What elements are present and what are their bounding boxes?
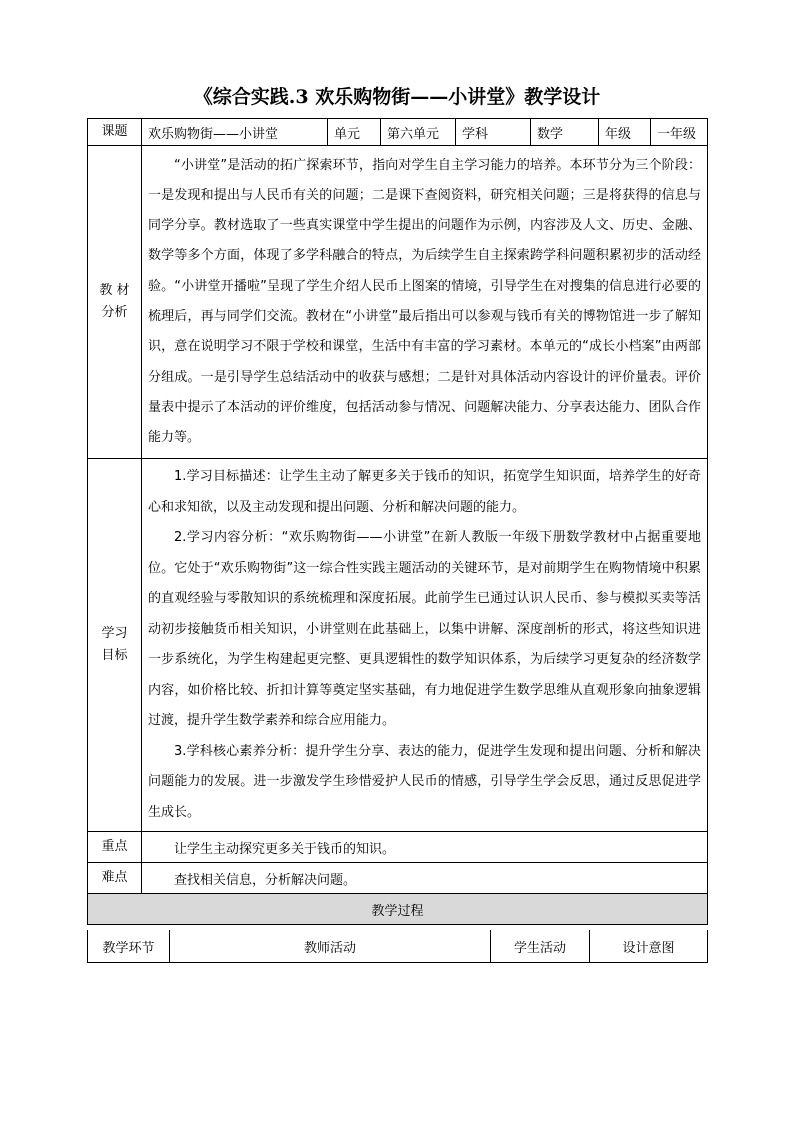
document-title: 《综合实践.3 欢乐购物街——小讲堂》教学设计 (193, 86, 601, 108)
difficulty-text: 查找相关信息，分析解决问题。 (142, 863, 708, 894)
process-col-teacher: 教师活动 (170, 930, 491, 963)
key-point-row (88, 832, 708, 863)
topic-value: 欢乐购物街——小讲堂 (142, 119, 328, 146)
material-analysis-row (88, 146, 708, 459)
header-row (88, 119, 708, 146)
topic-label: 课题 (88, 119, 142, 146)
lesson-plan-table (87, 118, 708, 925)
material-analysis-label-line1: 教 材 (99, 283, 130, 298)
material-analysis-cell (142, 146, 708, 459)
learning-goals-label-line2: 目标 (101, 648, 128, 663)
material-analysis-label-line2: 分析 (101, 305, 128, 320)
material-analysis-label (88, 146, 142, 459)
process-columns-table (87, 930, 708, 963)
material-analysis-text: “小讲堂”是活动的拓广探索环节，指向对学生自主学习能力的培养。本环节分为三个阶段：一是发现和提出与人民币有关的问题；二是课下查阅资料，研究相关问题；三是将获得的信息与同学分享。教材选取了一些真实课堂中学生提出的问题作为示例，内容涉及人文、历史、金融、数学等多个方面，体现了多学科融合的特点，为后续学生自主探索跨学科问题积累初步的活动经验。“小讲堂开播啦”呈现了学生介绍人民币上图案的情境，引导学生在对搜集的信息进行必要的梳理后，再与同学们交流。教材在“小讲堂”最后指出可以参观与钱币有关的博物馆进一步了解知识，意在说明学习不限于学校和课堂，生活中有丰富的学习素材。本单元的“成长小档案”由两部分组成。一是引导学生总结活动中的收获与感想；二是针对具体活动内容设计的评价量表。评价量表中提示了本活动的评价维度，包括活动参与情况、问题解决能力、分享表达能力、团队合作能力等。 (148, 157, 701, 446)
learning-goals-row (88, 459, 708, 832)
difficulty-label: 难点 (88, 863, 142, 894)
subject-value: 数学 (531, 119, 599, 146)
unit-label: 单元 (328, 119, 381, 146)
learning-goals-p3: 3.学科核心素养分析：提升学生分享、表达的能力，促进学生发现和提出问题、分析和解决问题能力的发展。进一步激发学生珍惜爱护人民币的情感，引导学生学会反思，通过反思促进学生成长。 (148, 743, 701, 820)
unit-value: 第六单元 (381, 119, 456, 146)
learning-goals-label (88, 459, 142, 832)
difficulty-row (88, 863, 708, 894)
learning-goals-cell (142, 459, 708, 832)
process-header-row (88, 930, 708, 963)
grade-label: 年级 (599, 119, 651, 146)
key-point-label: 重点 (88, 832, 142, 863)
process-title: 教学过程 (88, 894, 708, 925)
process-title-row (88, 894, 708, 925)
learning-goals-p1: 1.学习目标描述：让学生主动了解更多关于钱币的知识，拓宽学生知识面，培养学生的好奇心和求知欲，以及主动发现和提出问题、分析和解决问题的能力。 (148, 469, 701, 515)
subject-label: 学科 (456, 119, 531, 146)
learning-goals-p2: 2.学习内容分析：“欢乐购物街——小讲堂”在新人教版一年级下册数学教材中占据重要地位。它处于“欢乐购物街”这一综合性实践主题活动的关键环节，是对前期学生在购物情境中积累的直观经验与零散知识的系统梳理和深度拓展。此前学生已通过认识人民币、参与模拟买卖等活动初步接触货币相关知识，小讲堂则在此基础上，以集中讲解、深度剖析的形式，将这些知识进一步系统化，为学生构建起更完整、更具逻辑性的数学知识体系，为后续学习更复杂的经济数学内容，如价格比较、折扣计算等奠定坚实基础，有力地促进学生数学思维从直观形象向抽象逻辑过渡，提升学生数学素养和综合应用能力。 (148, 530, 701, 728)
process-col-stage: 教学环节 (88, 930, 170, 963)
key-point-text: 让学生主动探究更多关于钱币的知识。 (142, 832, 708, 863)
learning-goals-label-line1: 学习 (101, 626, 128, 641)
process-col-student: 学生活动 (491, 930, 590, 963)
grade-value: 一年级 (651, 119, 708, 146)
process-col-intent: 设计意图 (590, 930, 708, 963)
